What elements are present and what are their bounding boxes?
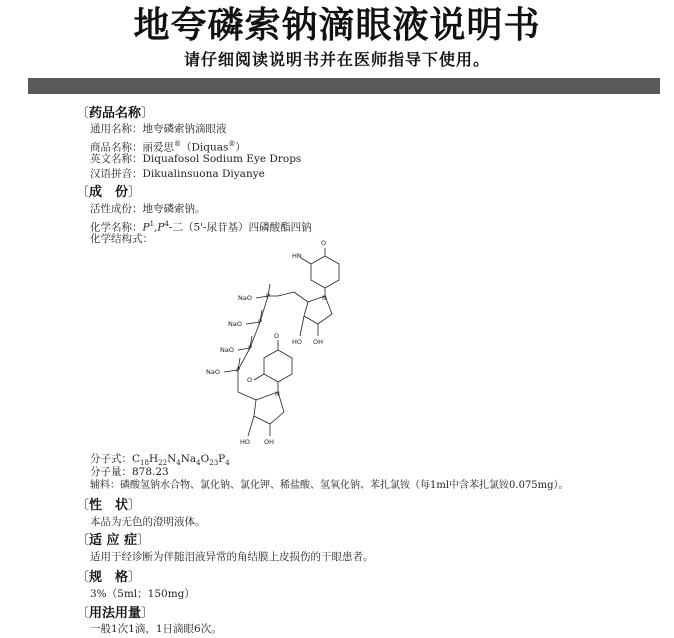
label-o-bottom: O [274, 332, 280, 340]
label-p-2: P [258, 318, 262, 326]
label-ho-bottom: HO [240, 438, 251, 446]
structure-label: 化学结构式： [90, 233, 153, 245]
section-heading-dosage: 〔用法用量〕 [76, 606, 155, 621]
label-o-side: O [247, 376, 253, 384]
english-name: 英文名称：Diquafosol Sodium Eye Drops [90, 153, 302, 165]
generic-name: 通用名称：地夸磷索钠滴眼液 [90, 123, 227, 135]
label-o-top: O [321, 239, 327, 247]
active-ingredient: 活性成份：地夸磷索钠。 [90, 203, 206, 215]
dosage-text: 一般1次1滴，1日滴眼6次。 [90, 623, 222, 635]
molecular-formula: 分子式：$C_{18}H_{22}N_4Na_4O_{23}P_4$ [90, 453, 230, 468]
label-n-bottom: N [275, 390, 280, 398]
label-nao-3: NaO [220, 346, 234, 354]
molecular-weight: 分子量：878.23 [90, 466, 169, 478]
section-heading-spec: 〔规 格〕 [76, 570, 142, 585]
character-text: 本品为无色的澄明液体。 [90, 516, 206, 528]
section-heading-indication: 〔适 应 症〕 [76, 533, 151, 548]
indication-text: 适用于经诊断为伴随泪液异常的角结膜上皮损伤的干眼患者。 [90, 551, 374, 563]
section-heading-composition: 〔成 份〕 [76, 185, 142, 200]
label-nao-1: NaO [238, 294, 252, 302]
label-oh-bottom: OH [264, 438, 275, 446]
label-nao-4: NaO [206, 368, 220, 376]
label-nao-2: NaO [228, 320, 242, 328]
label-hn-top: HN [292, 252, 302, 260]
document-subtitle: 请仔细阅读说明书并在医师指导下使用。 [183, 50, 490, 69]
header-divider-bar [28, 78, 660, 94]
label-p-1: P [266, 292, 270, 300]
section-heading-character: 〔性 状〕 [76, 498, 142, 513]
label-ho-top: HO [292, 338, 303, 346]
label-p-4: P [236, 366, 240, 374]
document-title: 地夸磷索钠滴眼液说明书 [133, 5, 541, 46]
label-oh-top: OH [313, 338, 324, 346]
pinyin-name: 汉语拼音：Dikualinsuona Diyanye [90, 168, 265, 180]
spec-text: 3%（5ml；150mg） [90, 588, 195, 600]
excipients: 辅料：磷酸氢钠水合物、氯化钠、氯化钾、稀盐酸、氢氧化钠、苯扎氯铵（每1ml中含苯扎氯铵0.075mg）。 [90, 480, 569, 491]
section-heading-name: 〔药品名称〕 [76, 106, 155, 121]
chemical-structure-diagram [194, 236, 364, 446]
chemical-name: 化学名称：$P^1,P^4-$二（5'-尿苷基）四磷酸酯四钠 [90, 220, 312, 234]
trade-name: 商品名称：丽爱思®（Diquas®） [90, 140, 246, 154]
label-p-3: P [248, 344, 252, 352]
label-n-top: N [322, 294, 327, 302]
